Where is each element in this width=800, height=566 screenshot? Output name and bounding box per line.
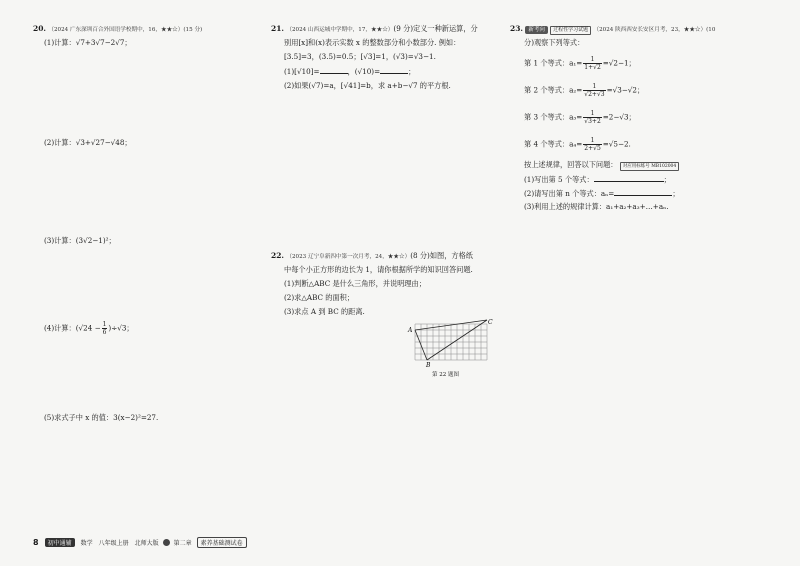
answer-blank[interactable] [594, 174, 664, 182]
q22-line2: 中每个小正方形的边长为 1，请你根据所学的知识回答问题. [284, 265, 473, 274]
eq-label: 第 2 个等式：a₂= [524, 85, 583, 95]
brand-logo: 初中通辅 [45, 538, 75, 547]
q20-part4-b: )÷√3； [108, 323, 134, 333]
fraction-denominator: √2+√3 [584, 91, 605, 98]
label-b: B [426, 362, 431, 368]
q23-line2: 分)观察下列等式： [524, 38, 585, 47]
eq-rhs: =2−√3； [602, 112, 636, 122]
q22-line1-tail: (8 分)如图，方格纸 [410, 251, 473, 260]
q21-part1-end: ； [408, 67, 416, 76]
fraction-numerator: 1 [583, 137, 602, 145]
q21-line1 [271, 24, 478, 35]
footer-test-name: 素养基础测试卷 [197, 537, 247, 548]
eq-fraction [583, 137, 602, 152]
q20-header [33, 24, 202, 35]
q20-part4-fraction [102, 321, 108, 336]
fraction-denominator: √3+2 [584, 118, 601, 125]
q20-source: （2024 广东深圳百合外国语学校期中，16，★★☆）(15 分) [48, 27, 203, 33]
q20-part5: (5)求式子中 x 的值：3(x−2)²=27. [44, 413, 159, 422]
label-a: A [408, 327, 413, 334]
q22-line3: (1)判断△ABC 是什么三角形，并说明理由； [284, 279, 426, 288]
footer-edition: 北师大版 [134, 540, 159, 547]
q23-line1 [510, 24, 715, 35]
fraction-denominator: 1+√2 [584, 64, 601, 71]
q21-line3: [3.5]=3，(3.5)=0.5；[√3]=1，(√3)=√3−1. [284, 52, 436, 61]
track-code: MB102004 [651, 164, 677, 169]
process-learning-badge: 过程性学习试题 [550, 26, 591, 35]
q23-sub1-text: (1)写出第 5 个等式： [524, 175, 594, 184]
fraction-numerator: 1 [583, 56, 602, 64]
q20-part2: (2)计算：√3+√27−√48； [44, 138, 132, 147]
footer-chapter: 第二章 [173, 540, 192, 547]
q23-sub1 [524, 174, 671, 185]
eq-fraction [583, 56, 602, 71]
q23-eq3 [524, 110, 636, 125]
q23-number: 23. [510, 24, 524, 33]
q21-line1-tail: (9 分)定义一种新运算，分 [393, 24, 478, 33]
q23-rule-text: 按上述规律，回答以下问题： [524, 160, 618, 169]
q21-part1-label-b: ，(√10)= [347, 67, 381, 76]
grid-lines [415, 324, 487, 360]
track-code-badge [620, 162, 680, 171]
footer-grade: 八年级上册 [98, 540, 129, 547]
q22-grid-figure [405, 318, 495, 368]
q23-eq4 [524, 137, 631, 152]
q22-source: （2023 辽宁阜新四中第一次月考，24，★★☆） [286, 254, 411, 260]
q21-number: 21. [271, 24, 285, 33]
eq-label: 第 3 个等式：a₃= [524, 112, 583, 122]
q22-line4: (2)求△ABC 的面积； [284, 293, 355, 302]
footer-subject: 数学 [80, 540, 93, 547]
eq-label: 第 4 个等式：a₄= [524, 139, 583, 149]
fraction-numerator: 1 [583, 110, 602, 118]
eq-rhs: =√5−2. [602, 139, 631, 149]
q21-line4 [284, 66, 415, 77]
new-direction-badge: 新考向 [525, 26, 548, 34]
fraction-numerator: 1 [583, 83, 605, 91]
track-label: 对应用标练号 [622, 164, 650, 169]
q22-line5: (3)求点 A 到 BC 的距离. [284, 307, 365, 316]
q23-sub3: (3)利用上述的规律计算：a₁+a₂+a₃+…+aₙ. [524, 202, 669, 211]
q23-source: （2024 陕西西安长安区月考，23，★★☆）(10 [593, 27, 716, 33]
q21-source: （2024 山西运城中学期中，17，★★☆） [286, 27, 394, 33]
q21-part1-label: (1)[√10]= [284, 67, 320, 76]
q21-line5: (2)如果(√7)=a，[√41]=b，求 a+b−√7 的平方根. [284, 81, 451, 90]
q20-part3: (3)计算：(3√2−1)²； [44, 236, 116, 245]
fraction-denominator: 2+√5 [584, 145, 601, 152]
bullet-icon [163, 539, 170, 546]
page-footer [33, 537, 247, 548]
eq-fraction [583, 110, 602, 125]
fraction-denominator: 6 [102, 329, 107, 336]
q23-sub2-text: (2)请写出第 n 个等式：aₙ= [524, 189, 615, 198]
eq-rhs: =√3−√2； [606, 85, 645, 95]
fraction-numerator: 1 [102, 321, 107, 328]
q22-number: 22. [271, 251, 285, 260]
q23-rule [524, 160, 679, 171]
eq-fraction [583, 83, 605, 98]
answer-blank[interactable] [614, 188, 672, 196]
page-number: 8 [33, 538, 39, 547]
q23-sub1-end: ； [663, 175, 671, 184]
q20-part1: (1)计算：√7+3√7−2√7； [44, 38, 132, 47]
q20-part4-prefix: (4)计算： [44, 323, 76, 333]
eq-rhs: =√2−1； [602, 58, 636, 68]
answer-blank[interactable] [380, 66, 408, 74]
q23-eq1 [524, 56, 636, 71]
q20-part4 [44, 321, 134, 336]
q22-line1 [271, 251, 473, 262]
q22-figure-caption: 第 22 题图 [432, 372, 459, 378]
q21-line2: 别用[x]和(x)表示实数 x 的整数部分和小数部分. 例如： [284, 38, 461, 47]
q20-number: 20. [33, 24, 47, 33]
q23-sub2 [524, 188, 680, 199]
eq-label: 第 1 个等式：a₁= [524, 58, 583, 68]
label-c: C [488, 319, 493, 326]
q23-eq2 [524, 83, 644, 98]
q20-part4-a: (√24 − [75, 323, 101, 333]
q23-sub2-end: ； [672, 189, 680, 198]
answer-blank[interactable] [320, 66, 348, 74]
